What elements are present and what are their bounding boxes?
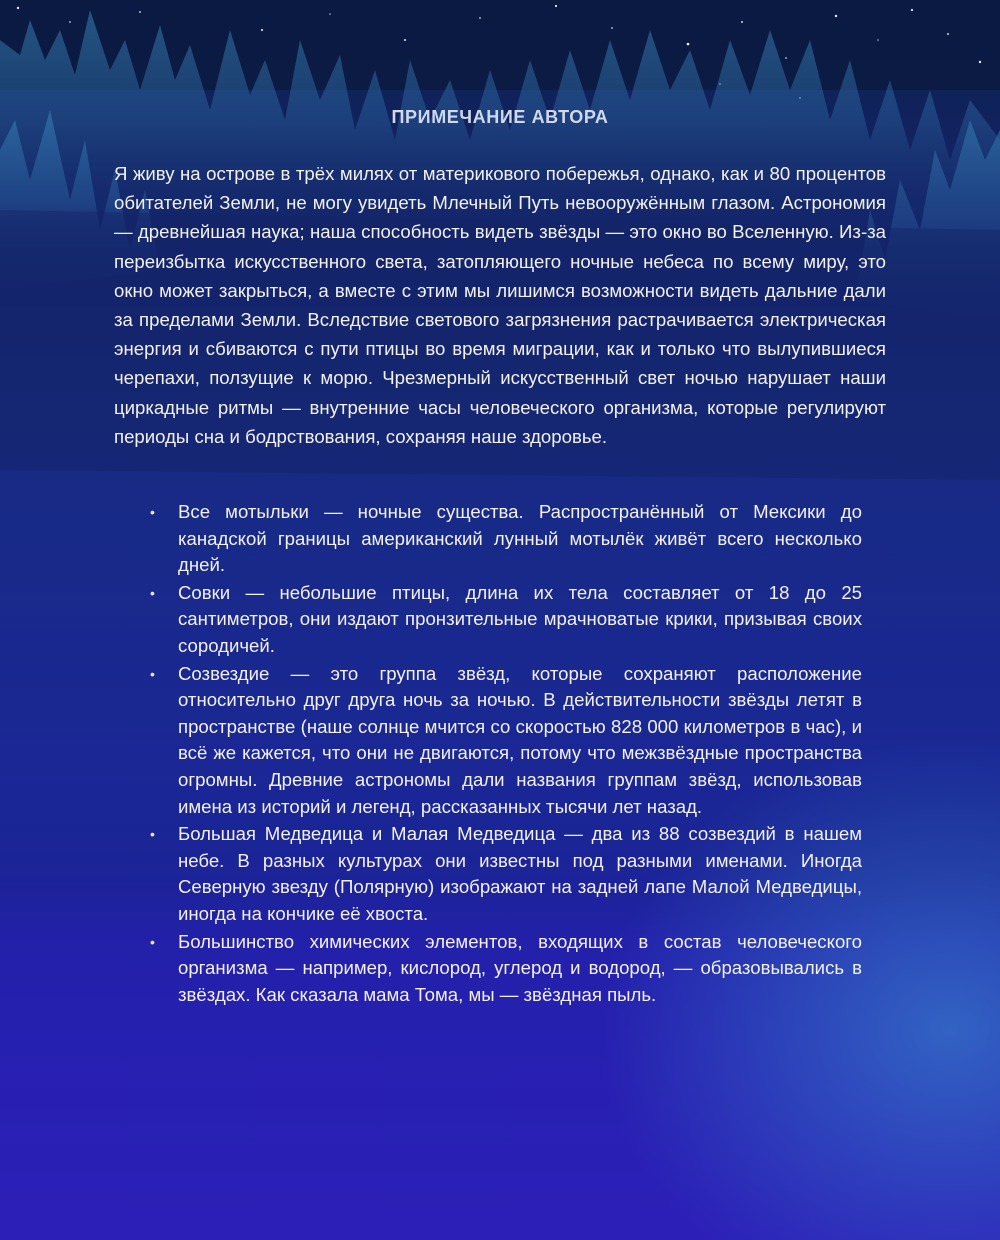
list-item <box>150 499 862 579</box>
bullet-icon: • <box>150 584 155 601</box>
fact-text: Все мотыльки — ночные существа. Распространённый от Мексики до канадской границы американский лунный мотылёк живёт всего несколько дней. <box>178 501 862 576</box>
bullet-icon: • <box>150 665 155 682</box>
bullet-icon: • <box>150 933 155 950</box>
fact-text: Большая Медведица и Малая Медведица — два из 88 созвездий в нашем небе. В разных культурах они известны под разными именами. Иногда Северную звезду (Полярную) изображают на задней лапе Малой Медведицы, иногда на кончике её хвоста. <box>178 823 862 924</box>
page-title: ПРИМЕЧАНИЕ АВТОРА <box>391 107 609 127</box>
bullet-icon: • <box>150 504 155 520</box>
list-item <box>150 821 862 927</box>
list-item <box>150 580 862 660</box>
facts-list <box>150 499 862 1009</box>
list-item <box>150 661 862 821</box>
fact-text: Большинство химических элементов, входящих в состав человеческого организма — например, кислород, углерод и водород, — образовывались в звёздах. Как сказала мама Тома, мы — звёздная пыль. <box>178 930 862 1005</box>
list-item <box>150 929 862 1009</box>
fact-text: Созвездие — это группа звёзд, которые сохраняют расположение относительно друг друга ночь за ночью. В действительности звёзды летят в пространстве (наше солнце мчится со скоростью 828 000 километров в час), и всё же кажется, что они не двигаются, потому что межзвёздные пространства огромны. Древние астрономы дали названия группам звёзд, использовав имена из историй и легенд, рассказанных тысячи лет назад. <box>178 662 862 817</box>
bullet-icon: • <box>150 826 155 843</box>
intro-paragraph: Я живу на острове в трёх милях от материкового побережья, однако, как и 80 процентов обитателей Земли, не могу увидеть Млечный Путь невооружённым глазом. Астрономия — древнейшая наука; наша способность видеть звёзды — это окно во Вселенную. Из-за переизбытка искусственного света, затопляющего ночные небеса по всему миру, это окно может закрыться, а вместе с этим мы лишимся возможности видеть дальние дали за пределами Земли. Вследствие светового загрязнения растрачивается электрическая энергия и сбиваются с пути птицы во время миграции, как и только что вылупившиеся черепахи, ползущие к морю. Чрезмерный искусственный свет ночью нарушает наши циркадные ритмы — внутренние часы человеческого организма, которые регулируют периоды сна и бодрствования, сохраняя наше здоровье. <box>114 163 886 447</box>
fact-text: Совки — небольшие птицы, длина их тела составляет от 18 до 25 сантиметров, они издают пронзительные мрачноватые крики, призывая своих сородичей. <box>178 581 862 656</box>
